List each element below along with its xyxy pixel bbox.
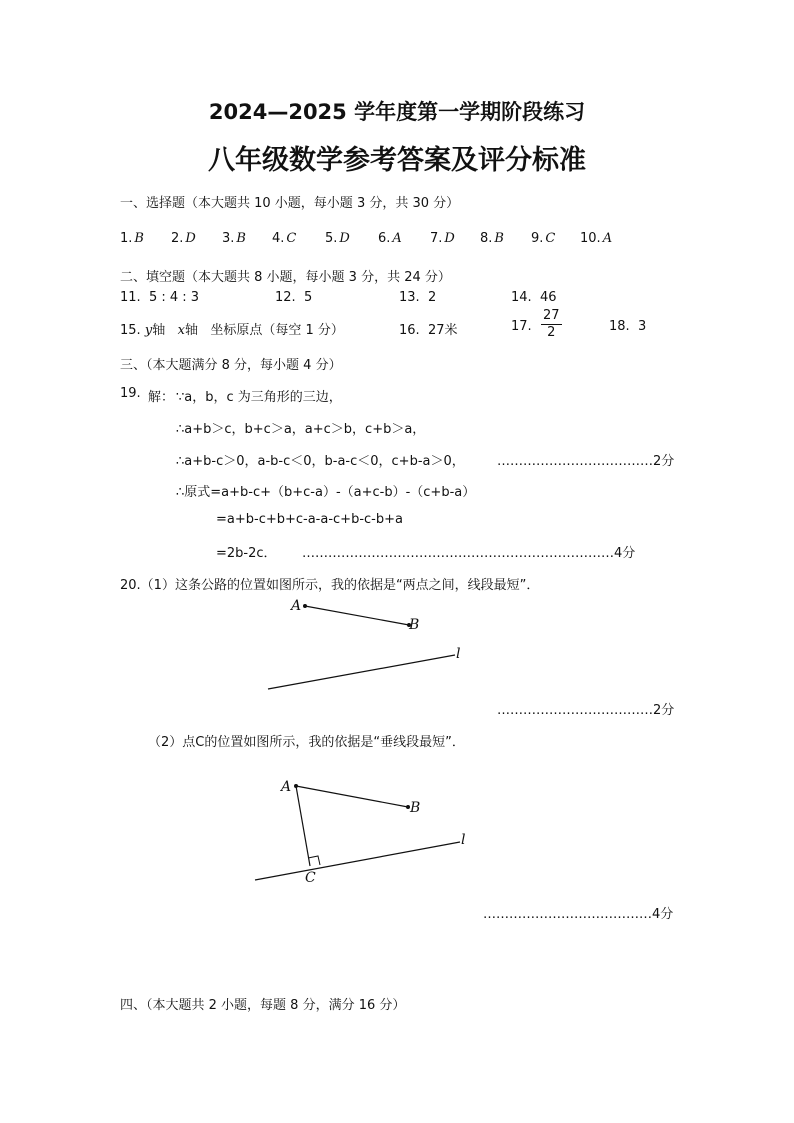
q17-number: 17. [511, 319, 532, 334]
segment-ab [305, 606, 409, 625]
q17-denominator: 2 [547, 325, 556, 340]
choice-number: 6. [378, 231, 391, 246]
q19-line4: ∴原式=a+b-c+（b+c-a）-（a+c-b）-（c+b-a） [176, 485, 476, 500]
q16-number: 16. [399, 323, 420, 338]
choice-answer-1 [120, 231, 144, 246]
section1-heading: 一、选择题（本大题共 10 小题，每小题 3 分，共 30 分） [120, 196, 460, 211]
q19-score1: ………………………………2分 [497, 454, 675, 469]
choice-answer-6 [378, 231, 402, 246]
choice-letter: C [545, 231, 556, 246]
choice-number: 4. [272, 231, 285, 246]
q12 [275, 290, 312, 305]
choice-number: 2. [171, 231, 184, 246]
q15-y-axis: 轴 [152, 323, 166, 338]
q19-score2: ………………………………………………………………4分 [302, 546, 636, 561]
q15-y: y [144, 323, 153, 338]
q14-answer: 46 [539, 290, 557, 305]
choice-number: 9. [531, 231, 544, 246]
title-line1: 2024—2025 学年度第一学期阶段练习 [208, 100, 586, 124]
q17-fraction [541, 308, 562, 341]
q14-number: 14. [511, 290, 532, 305]
q15-x-axis: 轴 [184, 323, 198, 338]
choice-number: 10. [580, 231, 601, 246]
section2-heading: 二、填空题（本大题共 8 小题，每小题 3 分，共 24 分） [120, 270, 451, 285]
choice-answer-7 [430, 231, 455, 246]
point-a [303, 604, 307, 608]
choice-answer-8 [480, 231, 504, 246]
choice-answer-2 [171, 231, 196, 246]
q19-solve: 解： [148, 390, 175, 405]
q12-number: 12. [275, 290, 296, 305]
q16 [399, 319, 458, 338]
q11-answer: 5 : 4 : 3 [148, 290, 200, 305]
q13-number: 13. [399, 290, 420, 305]
choice-answer-5 [325, 231, 350, 246]
choice-letter: A [602, 231, 613, 246]
q18-number: 18. [609, 319, 630, 334]
label-l: l [456, 646, 461, 662]
choice-answer-9 [531, 231, 555, 246]
section3-heading: 三、（本大题满分 8 分，每小题 4 分） [120, 358, 342, 373]
title-line2: 八年级数学参考答案及评分标准 [208, 145, 586, 176]
choice-number: 7. [430, 231, 443, 246]
q19-line2: ∴a+b＞c，b+c＞a，a+c＞b，c+b＞a， [176, 422, 426, 437]
point-a [294, 784, 298, 788]
q14 [511, 290, 557, 305]
q11-number: 11. [120, 290, 141, 305]
choice-letter: B [236, 231, 246, 246]
choice-letter: A [392, 231, 402, 246]
q11 [120, 290, 199, 305]
choice-letter: B [134, 231, 144, 246]
choice-letter: D [444, 231, 455, 246]
choice-number: 1. [120, 231, 133, 246]
q19-line5: =a+b-c+b+c-a-a-c+b-c-b+a [216, 512, 403, 527]
q15-number: 15. [120, 323, 141, 338]
choice-letter: D [339, 231, 350, 246]
label-a: A [281, 779, 292, 795]
q17-numerator: 27 [543, 308, 560, 323]
label-b: B [409, 617, 420, 633]
q20-part1: 20.（1）这条公路的位置如图所示，我的依据是“两点之间，线段最短”． [120, 578, 540, 593]
line-l [268, 655, 455, 689]
q12-answer: 5 [303, 290, 313, 305]
label-b: B [410, 800, 421, 816]
q20-score1: ………………………………2分 [497, 703, 675, 718]
q15-x: x [177, 323, 185, 338]
q15 [120, 319, 344, 338]
choice-letter: B [494, 231, 504, 246]
figure-perpendicular [240, 768, 480, 890]
q19-line3: ∴a+b-c＞0，a-b-c＜0，b-a-c＜0，c+b-a＞0， [176, 454, 465, 469]
choice-answer-4 [272, 231, 296, 246]
line-l [255, 842, 460, 880]
choice-number: 5. [325, 231, 338, 246]
label-c: C [305, 870, 316, 886]
choice-number: 3. [222, 231, 235, 246]
label-a: A [291, 598, 302, 614]
choice-answer-10 [580, 231, 612, 246]
segment-ac [296, 786, 310, 866]
q19-number: 19. [120, 386, 141, 401]
q13 [399, 290, 436, 305]
section4-heading: 四、（本大题共 2 小题，每题 8 分，满分 16 分） [120, 998, 406, 1013]
choice-answer-3 [222, 231, 246, 246]
q19-line1: ∵a，b，c 为三角形的三边， [176, 390, 342, 405]
q18-answer: 3 [637, 319, 647, 334]
figure-road-ab [250, 592, 480, 702]
q15-rest: 坐标原点（每空 1 分） [210, 323, 344, 338]
q20-score2: …………………………………4分 [483, 907, 674, 922]
choice-letter: D [185, 231, 196, 246]
q20-part2: （2）点C的位置如图所示，我的依据是“垂线段最短”． [148, 735, 465, 750]
label-l: l [461, 832, 466, 848]
choice-letter: C [286, 231, 297, 246]
q13-answer: 2 [427, 290, 437, 305]
q16-answer: 27米 [427, 323, 458, 338]
q19-line6: =2b-2c． [216, 546, 277, 561]
q18 [609, 319, 646, 334]
segment-ab [296, 786, 408, 807]
choice-number: 8. [480, 231, 493, 246]
